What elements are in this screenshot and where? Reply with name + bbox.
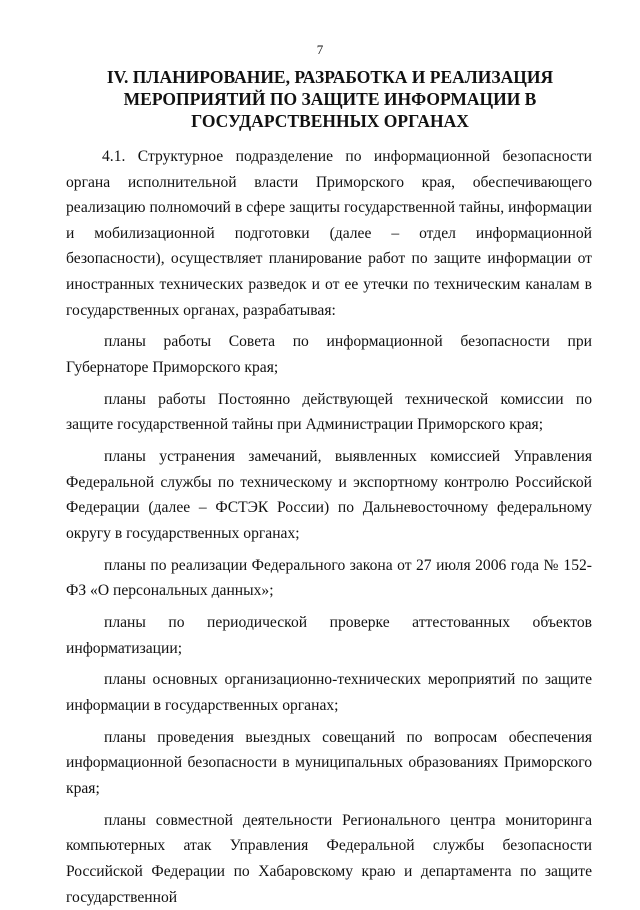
page-number: 7 xyxy=(316,42,324,57)
document-body xyxy=(66,144,592,910)
list-item-periodic-check-plans: планы по периодической проверке аттестованных объектов информатизации; xyxy=(66,614,592,657)
section-heading-line-2: МЕРОПРИЯТИЙ ПО ЗАЩИТЕ ИНФОРМАЦИИ В xyxy=(123,89,537,109)
list-item-org-technical-measures-plans: планы основных организационно-технических мероприятий по защите информации в государственных органах; xyxy=(66,671,592,714)
section-heading xyxy=(70,66,590,132)
list-item-fstec-remarks-plans: планы устранения замечаний, выявленных комиссией Управления Федеральной службы по техническому и экспортному контролю Российской Федерации (далее – ФСТЭК России) по Дальневосточному федеральному округу в государственных органах; xyxy=(66,448,592,542)
list-item-field-meetings-plans: планы проведения выездных совещаний по вопросам обеспечения информационной безопасности в муниципальных образованиях Приморского края; xyxy=(66,728,592,797)
list-item-technical-commission-plans: планы работы Постоянно действующей технической комиссии по защите государственной тайны при Администрации Приморского края; xyxy=(66,390,592,434)
paragraph-4-1: 4.1. Структурное подразделение по информационной безопасности органа исполнительной власти Приморского края, обеспечивающего реализацию полномочий в сфере защиты государственной тайны, информации и мобилизационной подготовки (далее – отдел информационной безопасности), осуществляет планирование работ по защите информации от иностранных технических разведок и от ее утечки по техническим каналам в государственных органах, разрабатывая: xyxy=(66,148,592,319)
section-heading-line-1: IV. ПЛАНИРОВАНИЕ, РАЗРАБОТКА И РЕАЛИЗАЦИЯ xyxy=(106,67,554,87)
list-item-joint-activity-plans: планы совместной деятельности Регионального центра мониторинга компьютерных атак Управления Федеральной службы безопасности Российской Федерации по Хабаровскому краю и департамента по защите государственной xyxy=(66,811,592,906)
list-item-personal-data-law-plans: планы по реализации Федерального закона от 27 июля 2006 года № 152-ФЗ «О персональных данных»; xyxy=(66,556,592,600)
section-heading-line-3: ГОСУДАРСТВЕННЫХ ОРГАНАХ xyxy=(191,111,469,131)
list-item-governor-council-plans: планы работы Совета по информационной безопасности при Губернаторе Приморского края; xyxy=(66,333,592,376)
